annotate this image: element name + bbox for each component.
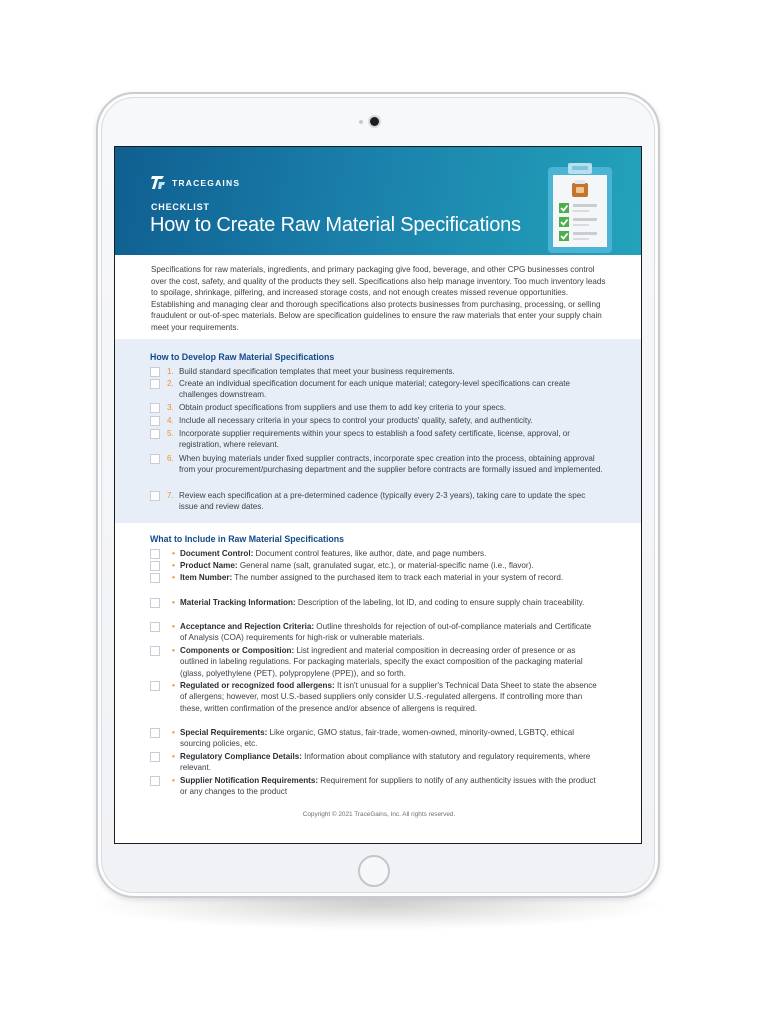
item-description: The number assigned to the purchased item to track each material in your system of record. [232,573,564,582]
intro-paragraph [151,264,607,333]
item-text: Review each specification at a pre-determined cadence (typically every 2-3 years), taking care to update the spec issue and review dates. [179,491,586,512]
checkbox[interactable] [150,622,160,632]
item-label: Supplier Notification Requirements: [180,776,319,785]
item-description: Outline thresholds for rejection of out-of-compliance materials and Certificate of Analysis (COA) requirements for high-risk or vulnerable materials. [180,622,592,643]
develop-item [150,428,606,451]
develop-item [150,453,606,476]
item-text [180,645,600,679]
item-text [180,548,600,559]
checkbox[interactable] [150,752,160,762]
checkbox[interactable] [150,776,160,786]
copyright-notice: Copyright © 2021 TraceGains, Inc. All rights reserved. [302,811,456,818]
bullet-icon: • [172,622,175,631]
item-number: 3. [167,403,174,412]
checkbox[interactable] [150,681,160,691]
item-description: It isn't unusual for a supplier's Technical Data Sheet to state the absence of allergens; however, most U.S.-based suppliers only consider U.S.-regulated allergens. If controlling more than these, written confirmation of the presence and/or absence of allergens is required. [180,681,597,713]
develop-item [150,378,606,401]
checkbox[interactable] [150,598,160,608]
tablet-screen [114,146,642,844]
bullet-icon: • [172,561,175,570]
bullet-icon: • [172,598,175,607]
front-sensor [359,120,363,124]
include-item [150,548,606,559]
develop-section-heading: How to Develop Raw Material Specifications [150,352,335,362]
checkbox[interactable] [150,429,160,439]
item-label: Special Requirements: [180,728,268,737]
item-label: Material Tracking Information: [180,598,296,607]
bullet-icon: • [172,681,175,690]
item-number: 7. [167,491,174,500]
include-item [150,680,606,714]
item-label: Components or Composition: [180,646,295,655]
item-text: Obtain product specifications from suppliers and use them to add key criteria to your specs. [179,403,507,412]
item-text [180,621,600,644]
item-text [180,572,600,583]
home-button[interactable] [358,855,390,887]
include-section-heading: What to Include in Raw Material Specifications [150,534,345,544]
document-title: How to Create Raw Material Specifications [150,214,521,236]
develop-item [150,490,606,513]
checkbox[interactable] [150,379,160,389]
item-description: Requirement for suppliers to notify of any authenticity issues with the product or any changes to the product [180,776,596,797]
brand-logo [150,175,240,190]
front-camera [370,117,379,126]
include-item [150,621,606,644]
item-text [180,727,600,750]
item-text: Build standard specification templates that meet your business requirements. [179,367,455,376]
include-item [150,597,606,608]
item-number: 4. [167,416,174,425]
checkbox[interactable] [150,728,160,738]
checkbox[interactable] [150,549,160,559]
bullet-icon: • [172,549,175,558]
item-number: 2. [167,379,174,388]
develop-item [150,402,606,413]
item-number: 1. [167,367,174,376]
bullet-icon: • [172,776,175,785]
intro-text: Specifications for raw materials, ingredients, and primary packaging give food, beverage, and other CPG businesses control over the cost, safety, and quality of the products they sell. Specifications also help manage inventory. Too much inventory leads to spoilage, shrinkage, pilfering, and increased storage costs, and not enough creates missed revenue opportunities. Establishing and managing clear and thorough specifications also protects businesses from purchasing, processing, or selling fraudulent or out-of-spec materials. Below are specification guidelines to ensure the raw materials that enter your supply chain meet your requirements. [151,265,606,332]
item-description: Information about compliance with statutory and regulatory requirements, where relevant. [180,752,591,773]
document-header [115,147,642,255]
item-text [180,680,600,714]
item-label: Item Number: [180,573,233,582]
item-number: 6. [167,454,174,463]
bullet-icon: • [172,573,175,582]
tracegains-logo-icon [150,175,166,190]
bullet-icon: • [172,646,175,655]
bullet-icon: • [172,752,175,761]
item-text: Include all necessary criteria in your specs to control your products' quality, safety, and authenticity. [179,416,533,425]
item-description: Like organic, GMO status, fair-trade, women-owned, minority-owned, LGBTQ, ethical sourcing policies, etc. [180,728,575,749]
item-text [180,751,600,774]
item-description: Document control features, like author, date, and page numbers. [253,549,487,558]
item-text: Incorporate supplier requirements within your specs to establish a food safety certificate, license, approval, or registration, where relevant. [179,429,570,450]
include-item [150,727,606,750]
item-text [180,560,600,571]
item-label: Acceptance and Rejection Criteria: [180,622,315,631]
include-item [150,560,606,571]
clipboard-checklist-icon [548,163,612,253]
item-text: Create an individual specification document for each unique material; category-level specifications can create challenges downstream. [179,379,570,400]
checkbox[interactable] [150,416,160,426]
item-label: Product Name: [180,561,238,570]
develop-item [150,415,606,426]
checkbox[interactable] [150,573,160,583]
include-item [150,572,606,583]
checkbox[interactable] [150,646,160,656]
item-description: List ingredient and material composition in decreasing order of presence or as outlined in labeling regulations. For packaging materials, specify the exact composition of the packaging material (glass, polyethylene (PET), polypropylene (PPE)), and so forth. [180,646,583,678]
document-kicker: CHECKLIST [151,202,210,212]
item-text: When buying materials under fixed supplier contracts, incorporate spec creation into the process, obtaining approval from your procurement/purchasing department and the supplier before contracts are formally issued and implemented. [179,454,603,475]
develop-item [150,366,606,377]
include-item [150,751,606,774]
item-text [180,775,600,798]
checkbox[interactable] [150,491,160,501]
checkbox[interactable] [150,561,160,571]
include-item [150,645,606,679]
item-label: Regulatory Compliance Details: [180,752,302,761]
checkbox[interactable] [150,454,160,464]
item-label: Regulated or recognized food allergens: [180,681,335,690]
item-text [180,597,600,608]
item-description: General name (salt, granulated sugar, etc.), or material-specific name (i.e., flavor). [237,561,534,570]
brand-name: TRACEGAINS [172,177,241,188]
bullet-icon: • [172,728,175,737]
item-number: 5. [167,429,174,438]
checkbox[interactable] [150,367,160,377]
item-label: Document Control: [180,549,254,558]
checkbox[interactable] [150,403,160,413]
include-item [150,775,606,798]
item-description: Description of the labeling, lot ID, and coding to ensure supply chain traceability. [295,598,585,607]
